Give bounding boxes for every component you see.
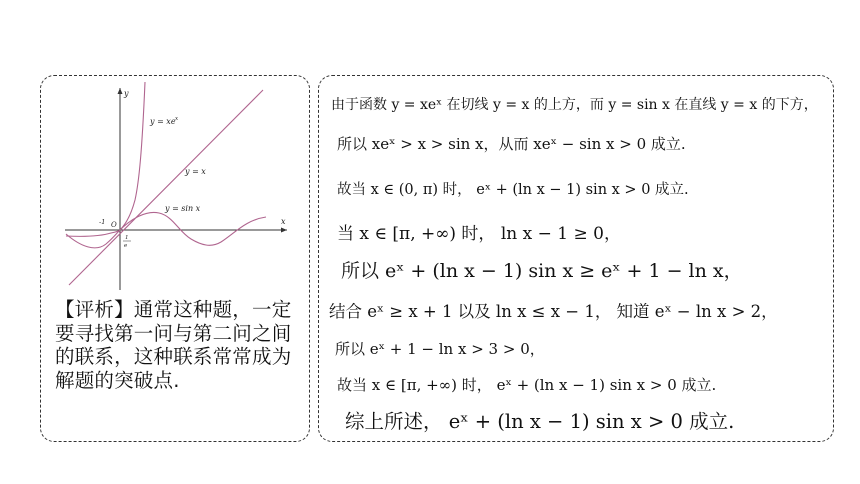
proof-line-6: 结合 eˣ ≥ x + 1 以及 ln x ≤ x − 1， 知道 eˣ − ln x > 2， <box>329 302 778 321</box>
y-axis-label: y <box>124 89 129 98</box>
label-y-eq-x: y = x <box>185 167 206 176</box>
neg-inv-e-den: e <box>124 243 128 249</box>
y-axis-arrow <box>118 88 123 94</box>
label-y-eq-sinx: y = sin x <box>165 204 201 213</box>
proof-line-3: 故当 x ∈ (0, π) 时， eˣ + (ln x − 1) sin x > 0 成立. <box>337 182 689 198</box>
proof-line-5: 所以 eˣ + (ln x − 1) sin x ≥ eˣ + 1 − ln x， <box>341 260 743 282</box>
graph-panel <box>40 75 310 442</box>
neg-one-label: -1 <box>99 218 106 226</box>
proof-line-7: 所以 eˣ + 1 − ln x > 3 > 0， <box>335 340 545 358</box>
curve-xex <box>66 82 145 236</box>
proof-line-2: 所以 xeˣ > x > sin x，从而 xeˣ − sin x > 0 成立. <box>337 135 686 153</box>
function-graph <box>61 82 293 294</box>
neg-inv-e-num: 1 <box>125 235 129 241</box>
proof-line-4: 当 x ∈ [π, +∞) 时， ln x − 1 ≥ 0， <box>337 224 621 244</box>
label-y-eq-xex: y = xe <box>150 117 176 126</box>
proof-line-1: 由于函数 y = xeˣ 在切线 y = x 的上方，而 y = sin x 在直线 y = x 的下方， <box>331 97 818 113</box>
x-axis-label: x <box>281 217 286 226</box>
label-y-eq-xex-exp: x <box>175 116 179 122</box>
proof-line-9: 综上所述， eˣ + (ln x − 1) sin x > 0 成立. <box>345 410 735 433</box>
x-axis-arrow <box>281 228 287 233</box>
origin-label: O <box>111 221 117 229</box>
proof-line-8: 故当 x ∈ [π, +∞) 时， eˣ + (ln x − 1) sin x > 0 成立. <box>337 376 717 394</box>
proof-panel <box>318 75 834 442</box>
analysis-text: 【评析】通常这种题，一定要寻找第一问与第二问之间的联系，这种联系常常成为解题的突破点. <box>55 298 292 392</box>
